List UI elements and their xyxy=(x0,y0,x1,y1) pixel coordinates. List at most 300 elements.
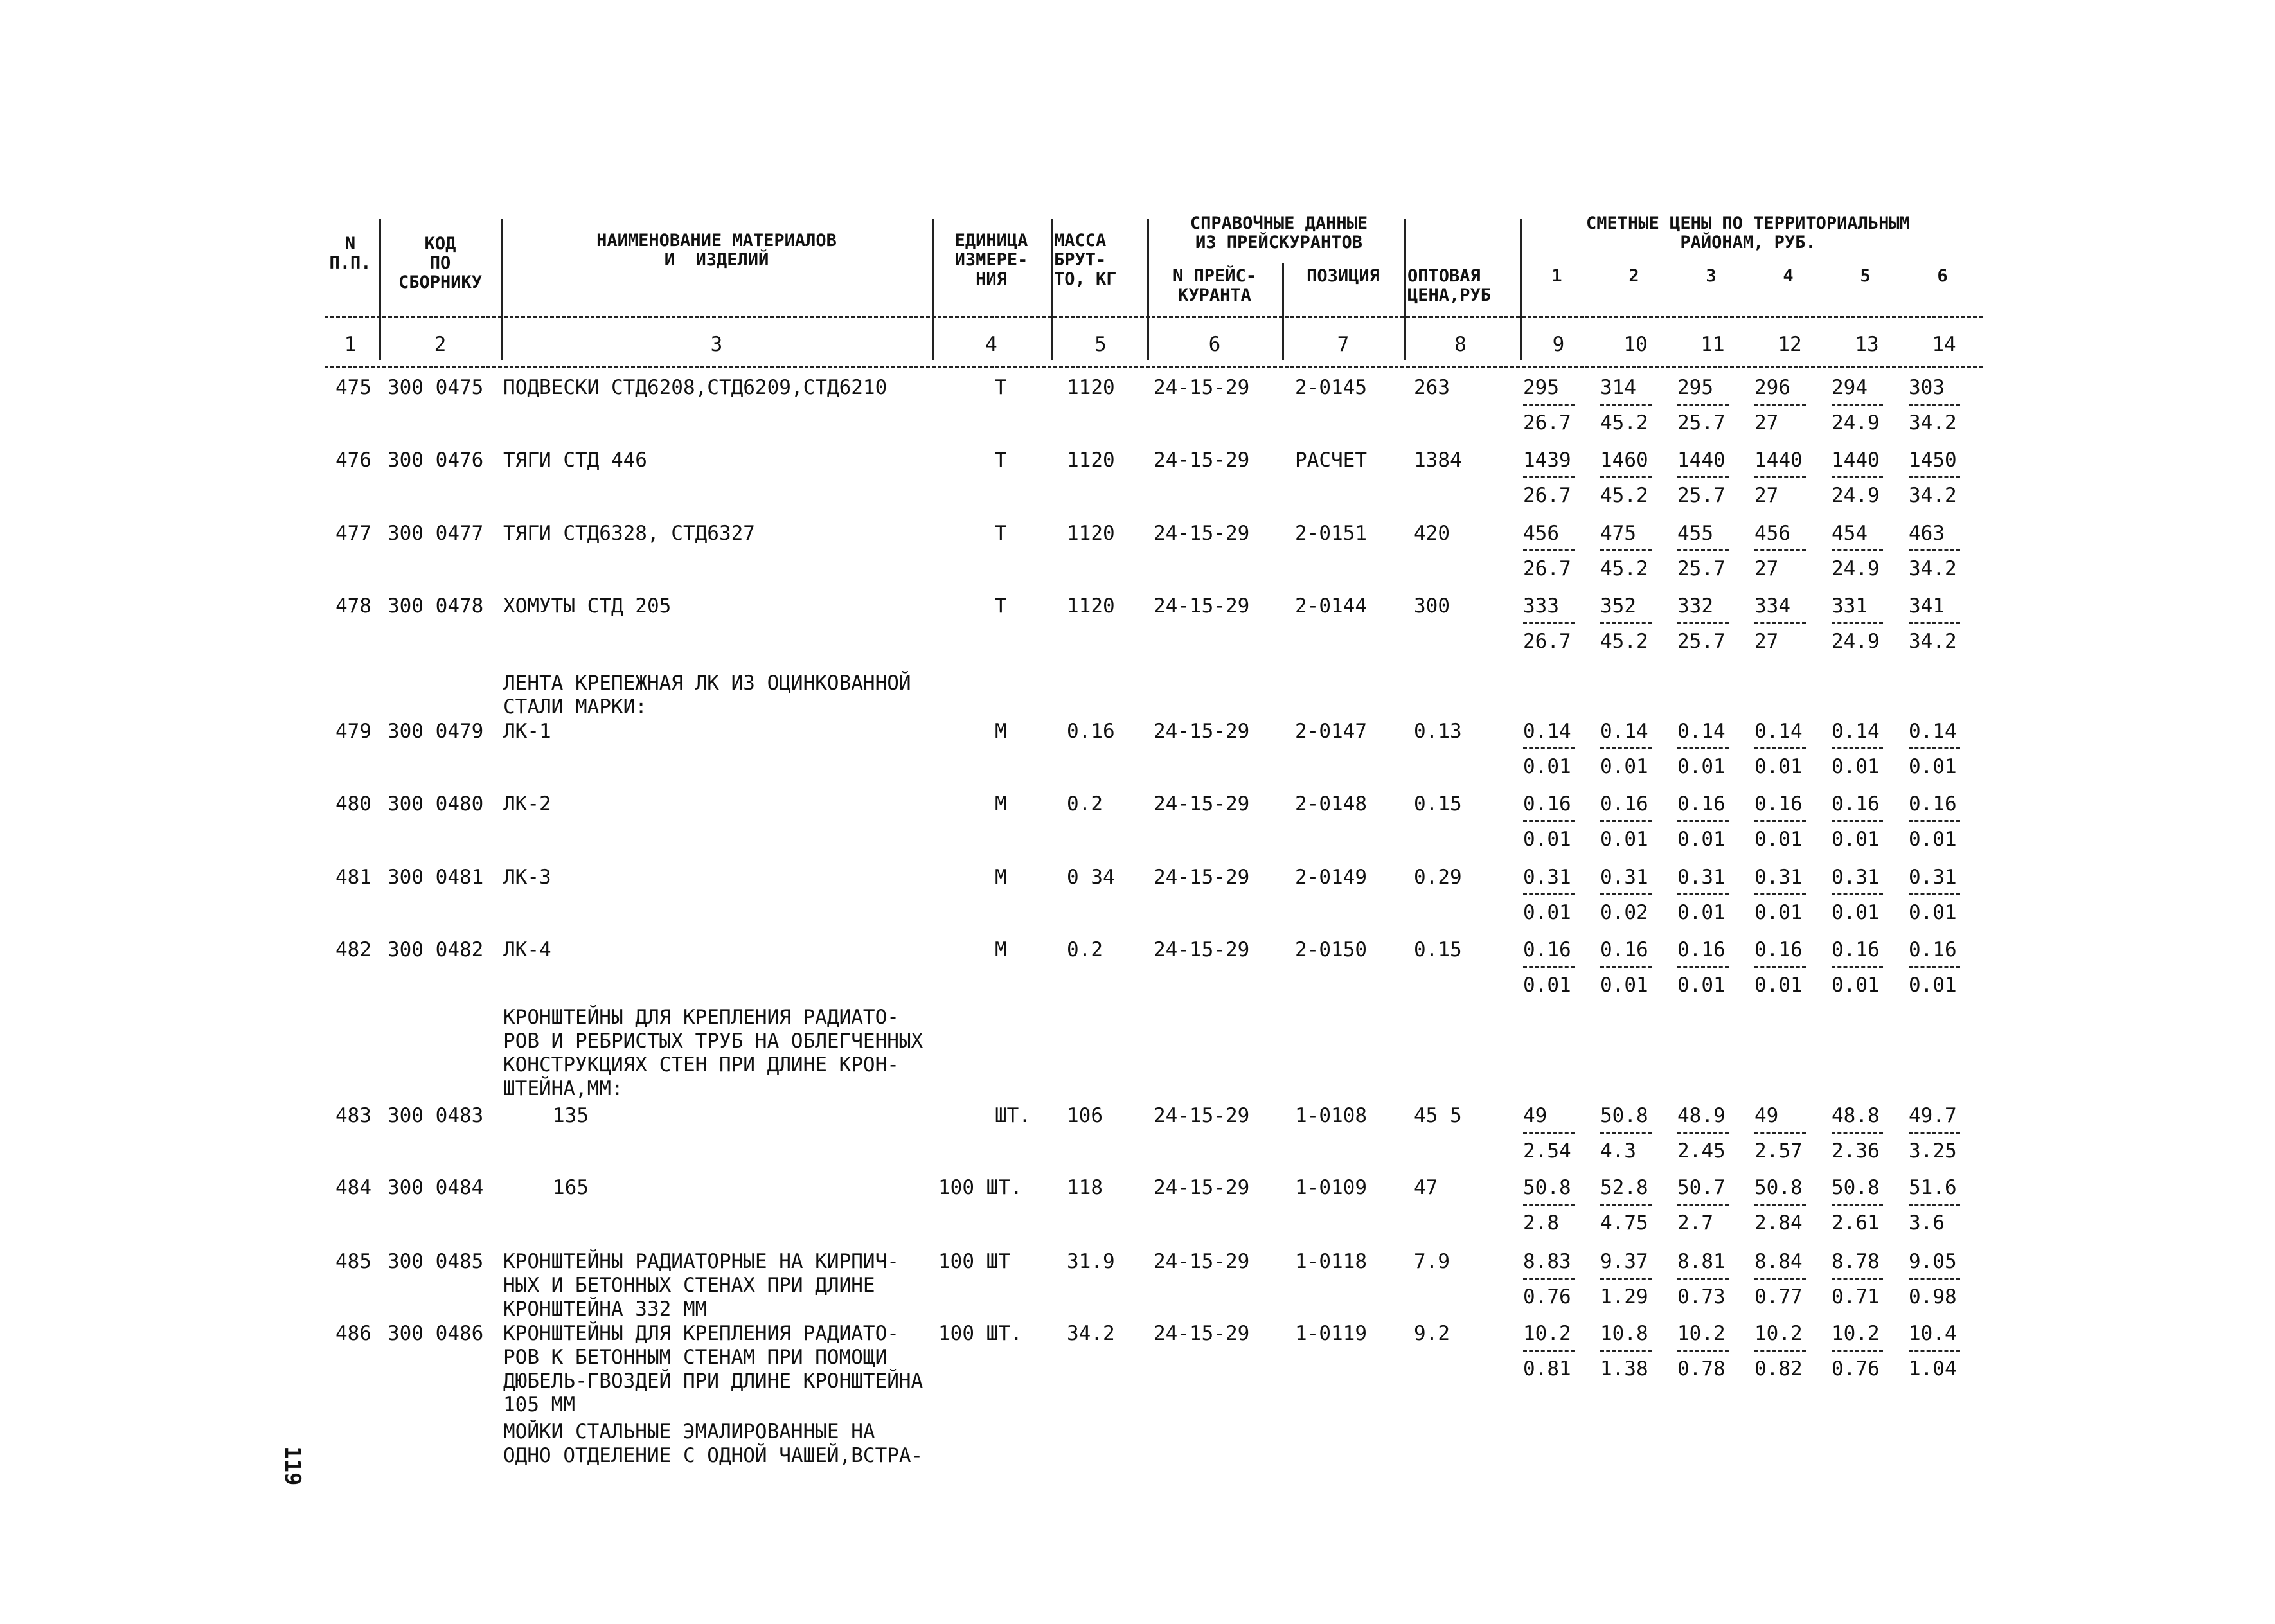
row-number: 484 xyxy=(335,1176,371,1199)
row-mass: 118 xyxy=(1067,1176,1103,1199)
row-price-region-2: 0.16 xyxy=(1600,938,1648,961)
row-mass: 0.16 xyxy=(1067,720,1115,743)
row-transport-region-6: 34.2 xyxy=(1909,484,1957,507)
fraction-bar xyxy=(1909,549,1960,551)
header-mass: МАССА БРУТ- ТО, КГ xyxy=(1054,231,1117,289)
row-wholesale: 47 xyxy=(1414,1176,1438,1199)
row-transport-region-2: 0.01 xyxy=(1600,755,1648,778)
row-code: 300 0476 xyxy=(388,449,484,472)
row-price-region-6: 51.6 xyxy=(1909,1176,1957,1199)
row-transport-region-3: 2.7 xyxy=(1677,1211,1713,1235)
row-transport-region-1: 0.01 xyxy=(1523,755,1571,778)
row-wholesale: 300 xyxy=(1414,594,1450,618)
fraction-bar xyxy=(1600,820,1652,822)
row-position: 1-0119 xyxy=(1295,1322,1367,1345)
row-unit: 100 ШТ. xyxy=(938,1176,1022,1199)
row-price-region-4: 1440 xyxy=(1754,449,1803,472)
fraction-bar xyxy=(1832,1350,1883,1352)
row-price-region-6: 303 xyxy=(1909,376,1945,399)
row-number: 480 xyxy=(335,792,371,816)
row-transport-region-3: 0.01 xyxy=(1677,755,1726,778)
row-price-region-1: 0.14 xyxy=(1523,720,1571,743)
fraction-bar xyxy=(1523,966,1575,968)
row-price-region-3: 295 xyxy=(1677,376,1713,399)
row-transport-region-1: 0.76 xyxy=(1523,1285,1571,1308)
row-price-region-5: 0.31 xyxy=(1832,866,1880,889)
row-wholesale: 0.15 xyxy=(1414,792,1462,816)
row-mass: 106 xyxy=(1067,1104,1103,1127)
row-name: 135 xyxy=(553,1104,589,1127)
row-price-region-3: 50.7 xyxy=(1677,1176,1726,1199)
row-price-region-3: 48.9 xyxy=(1677,1104,1726,1127)
row-unit: М xyxy=(995,938,1007,961)
row-transport-region-3: 2.45 xyxy=(1677,1139,1726,1163)
row-name: ЛК-3 xyxy=(503,866,551,889)
row-position: РАСЧЕТ xyxy=(1295,449,1367,472)
row-code: 300 0475 xyxy=(388,376,484,399)
row-number: 485 xyxy=(335,1250,371,1273)
row-price-region-1: 0.16 xyxy=(1523,792,1571,816)
header-region-5: 5 xyxy=(1860,266,1871,286)
row-transport-region-1: 2.54 xyxy=(1523,1139,1571,1163)
row-transport-region-1: 26.7 xyxy=(1523,630,1571,653)
column-number: 10 xyxy=(1623,333,1648,356)
row-unit: Т xyxy=(995,594,1007,618)
row-mass: 1120 xyxy=(1067,522,1115,545)
row-pricelist: 24-15-29 xyxy=(1154,1250,1250,1273)
header-region-2: 2 xyxy=(1628,266,1639,286)
row-wholesale: 9.2 xyxy=(1414,1322,1450,1345)
row-transport-region-2: 45.2 xyxy=(1600,411,1648,434)
row-price-region-4: 334 xyxy=(1754,594,1790,618)
row-code: 300 0486 xyxy=(388,1322,484,1345)
row-price-region-2: 475 xyxy=(1600,522,1636,545)
row-unit: Т xyxy=(995,376,1007,399)
row-price-region-3: 455 xyxy=(1677,522,1713,545)
row-transport-region-5: 24.9 xyxy=(1832,630,1880,653)
row-price-region-6: 10.4 xyxy=(1909,1322,1957,1345)
row-unit: М xyxy=(995,792,1007,816)
fraction-bar xyxy=(1754,404,1806,406)
row-transport-region-4: 27 xyxy=(1754,630,1779,653)
row-mass: 34.2 xyxy=(1067,1322,1115,1345)
row-transport-region-3: 0.01 xyxy=(1677,974,1726,997)
row-price-region-5: 294 xyxy=(1832,376,1868,399)
row-price-region-1: 333 xyxy=(1523,594,1559,618)
fraction-bar xyxy=(1523,1278,1575,1280)
row-price-region-5: 454 xyxy=(1832,522,1868,545)
fraction-bar xyxy=(1677,820,1729,822)
row-position: 2-0147 xyxy=(1295,720,1367,743)
row-transport-region-5: 0.01 xyxy=(1832,755,1880,778)
row-transport-region-1: 26.7 xyxy=(1523,557,1571,580)
row-code: 300 0480 xyxy=(388,792,484,816)
fraction-bar xyxy=(1677,966,1729,968)
row-price-region-6: 0.16 xyxy=(1909,792,1957,816)
row-transport-region-6: 0.01 xyxy=(1909,901,1957,924)
row-transport-region-5: 0.01 xyxy=(1832,901,1880,924)
row-price-region-4: 8.84 xyxy=(1754,1250,1803,1273)
fraction-bar xyxy=(1754,893,1806,895)
row-transport-region-4: 27 xyxy=(1754,484,1779,507)
row-transport-region-3: 0.78 xyxy=(1677,1357,1726,1380)
fraction-bar xyxy=(1677,893,1729,895)
row-mass: 0.2 xyxy=(1067,792,1103,816)
row-transport-region-3: 0.01 xyxy=(1677,828,1726,851)
row-transport-region-4: 2.57 xyxy=(1754,1139,1803,1163)
fraction-bar xyxy=(1909,476,1960,478)
row-pricelist: 24-15-29 xyxy=(1154,938,1250,961)
row-transport-region-3: 0.73 xyxy=(1677,1285,1726,1308)
row-price-region-2: 9.37 xyxy=(1600,1250,1648,1273)
row-price-region-1: 0.16 xyxy=(1523,938,1571,961)
fraction-bar xyxy=(1600,1132,1652,1134)
fraction-bar xyxy=(1754,966,1806,968)
column-number: 9 xyxy=(1552,333,1565,356)
row-transport-region-3: 0.01 xyxy=(1677,901,1726,924)
row-pricelist: 24-15-29 xyxy=(1154,594,1250,618)
fraction-bar xyxy=(1523,820,1575,822)
row-transport-region-2: 1.38 xyxy=(1600,1357,1648,1380)
row-price-region-2: 0.31 xyxy=(1600,866,1648,889)
row-transport-region-1: 0.01 xyxy=(1523,901,1571,924)
fraction-bar xyxy=(1600,1350,1652,1352)
row-price-region-3: 10.2 xyxy=(1677,1322,1726,1345)
fraction-bar xyxy=(1832,1278,1883,1280)
fraction-bar xyxy=(1600,549,1652,551)
fraction-bar xyxy=(1754,747,1806,749)
row-price-region-5: 0.14 xyxy=(1832,720,1880,743)
fraction-bar xyxy=(1677,404,1729,406)
row-transport-region-3: 25.7 xyxy=(1677,411,1726,434)
fraction-bar xyxy=(1909,820,1960,822)
row-transport-region-1: 2.8 xyxy=(1523,1211,1559,1235)
row-transport-region-6: 0.01 xyxy=(1909,828,1957,851)
row-number: 479 xyxy=(335,720,371,743)
row-price-region-6: 1450 xyxy=(1909,449,1957,472)
row-transport-region-6: 3.25 xyxy=(1909,1139,1957,1163)
row-name: ХОМУТЫ СТД 205 xyxy=(503,594,672,618)
row-mass: 1120 xyxy=(1067,594,1115,618)
fraction-bar xyxy=(1600,622,1652,624)
row-position: 1-0109 xyxy=(1295,1176,1367,1199)
row-unit: Т xyxy=(995,449,1007,472)
row-wholesale: 0.13 xyxy=(1414,720,1462,743)
header-region-6: 6 xyxy=(1937,266,1948,286)
row-price-region-5: 48.8 xyxy=(1832,1104,1880,1127)
group-label-lenta: ЛЕНТА КРЕПЕЖНАЯ ЛК ИЗ ОЦИНКОВАННОЙ СТАЛИ МАРКИ: xyxy=(503,672,911,718)
fraction-bar xyxy=(1600,747,1652,749)
row-price-region-2: 50.8 xyxy=(1600,1104,1648,1127)
fraction-bar xyxy=(1677,1204,1729,1206)
row-position: 2-0144 xyxy=(1295,594,1367,618)
row-transport-region-5: 24.9 xyxy=(1832,411,1880,434)
row-price-region-2: 314 xyxy=(1600,376,1636,399)
row-unit: Т xyxy=(995,522,1007,545)
row-price-region-2: 0.14 xyxy=(1600,720,1648,743)
row-position: 2-0145 xyxy=(1295,376,1367,399)
column-number: 14 xyxy=(1932,333,1956,356)
fraction-bar xyxy=(1677,1132,1729,1134)
row-pricelist: 24-15-29 xyxy=(1154,1176,1250,1199)
row-transport-region-3: 25.7 xyxy=(1677,557,1726,580)
row-price-region-1: 50.8 xyxy=(1523,1176,1571,1199)
fraction-bar xyxy=(1909,893,1960,895)
row-pricelist: 24-15-29 xyxy=(1154,449,1250,472)
row-pricelist: 24-15-29 xyxy=(1154,866,1250,889)
group-label-kronshteiny: КРОНШТЕЙНЫ ДЛЯ КРЕПЛЕНИЯ РАДИАТО- РОВ И РЕБРИСТЫХ ТРУБ НА ОБЛЕГЧЕННЫХ КОНСТРУКЦИЯХ СТЕН ПРИ ДЛИНЕ КРОН- ШТЕЙНА,ММ: xyxy=(503,1006,923,1100)
header-wholesale: ОПТОВАЯ ЦЕНА,РУБ xyxy=(1407,266,1492,305)
row-transport-region-5: 0.71 xyxy=(1832,1285,1880,1308)
row-transport-region-6: 34.2 xyxy=(1909,557,1957,580)
fraction-bar xyxy=(1909,622,1960,624)
row-wholesale: 1384 xyxy=(1414,449,1462,472)
row-transport-region-2: 4.3 xyxy=(1600,1139,1636,1163)
fraction-bar xyxy=(1600,1204,1652,1206)
row-pricelist: 24-15-29 xyxy=(1154,376,1250,399)
row-transport-region-5: 2.61 xyxy=(1832,1211,1880,1235)
header-region-3: 3 xyxy=(1706,266,1717,286)
row-name: КРОНШТЕЙНЫ РАДИАТОРНЫЕ НА КИРПИЧ- НЫХ И БЕТОННЫХ СТЕНАХ ПРИ ДЛИНЕ КРОНШТЕЙНА 332 ММ xyxy=(503,1250,899,1321)
row-unit: ШТ. xyxy=(995,1104,1031,1127)
row-transport-region-4: 2.84 xyxy=(1754,1211,1803,1235)
fraction-bar xyxy=(1754,476,1806,478)
fraction-bar xyxy=(1677,1278,1729,1280)
row-wholesale: 45 5 xyxy=(1414,1104,1462,1127)
row-transport-region-4: 0.77 xyxy=(1754,1285,1803,1308)
row-transport-region-6: 34.2 xyxy=(1909,411,1957,434)
fraction-bar xyxy=(1909,1350,1960,1352)
row-price-region-3: 0.16 xyxy=(1677,938,1726,961)
row-price-region-5: 0.16 xyxy=(1832,792,1880,816)
row-transport-region-5: 24.9 xyxy=(1832,484,1880,507)
row-price-region-1: 10.2 xyxy=(1523,1322,1571,1345)
row-number: 481 xyxy=(335,866,371,889)
fraction-bar xyxy=(1754,1204,1806,1206)
fraction-bar xyxy=(1677,476,1729,478)
fraction-bar xyxy=(1909,404,1960,406)
column-number: 1 xyxy=(344,333,357,356)
row-transport-region-2: 45.2 xyxy=(1600,557,1648,580)
row-code: 300 0485 xyxy=(388,1250,484,1273)
fraction-bar xyxy=(1909,1278,1960,1280)
row-price-region-6: 9.05 xyxy=(1909,1250,1957,1273)
row-price-region-1: 49 xyxy=(1523,1104,1548,1127)
row-price-region-3: 0.14 xyxy=(1677,720,1726,743)
header-est-group: СМЕТНЫЕ ЦЕНЫ ПО ТЕРРИТОРИАЛЬНЫМ РАЙОНАМ, РУБ. xyxy=(1586,213,1910,253)
row-transport-region-1: 0.01 xyxy=(1523,974,1571,997)
fraction-bar xyxy=(1600,404,1652,406)
fraction-bar xyxy=(1677,622,1729,624)
row-mass: 1120 xyxy=(1067,376,1115,399)
row-transport-region-2: 0.02 xyxy=(1600,901,1648,924)
fraction-bar xyxy=(1523,404,1575,406)
row-price-region-1: 456 xyxy=(1523,522,1559,545)
row-transport-region-2: 4.75 xyxy=(1600,1211,1648,1235)
row-price-region-3: 0.31 xyxy=(1677,866,1726,889)
fraction-bar xyxy=(1523,747,1575,749)
row-pricelist: 24-15-29 xyxy=(1154,792,1250,816)
row-price-region-3: 0.16 xyxy=(1677,792,1726,816)
row-unit: 100 ШТ xyxy=(938,1250,1010,1273)
row-transport-region-4: 0.01 xyxy=(1754,755,1803,778)
fraction-bar xyxy=(1754,549,1806,551)
row-price-region-4: 0.31 xyxy=(1754,866,1803,889)
row-price-region-2: 1460 xyxy=(1600,449,1648,472)
fraction-bar xyxy=(1677,549,1729,551)
header-position: ПОЗИЦИЯ xyxy=(1307,266,1380,286)
fraction-bar xyxy=(1523,1204,1575,1206)
row-unit: 100 ШТ. xyxy=(938,1322,1022,1345)
row-price-region-4: 0.16 xyxy=(1754,792,1803,816)
row-name: ЛК-4 xyxy=(503,938,551,961)
page-number: 119 xyxy=(280,1446,305,1486)
row-transport-region-6: 0.98 xyxy=(1909,1285,1957,1308)
row-price-region-4: 50.8 xyxy=(1754,1176,1803,1199)
fraction-bar xyxy=(1523,1350,1575,1352)
column-number: 11 xyxy=(1700,333,1725,356)
row-price-region-4: 49 xyxy=(1754,1104,1779,1127)
row-price-region-5: 8.78 xyxy=(1832,1250,1880,1273)
column-number: 12 xyxy=(1778,333,1802,356)
fraction-bar xyxy=(1754,820,1806,822)
fraction-bar xyxy=(1832,1204,1883,1206)
row-name: 165 xyxy=(553,1176,589,1199)
row-position: 2-0150 xyxy=(1295,938,1367,961)
fraction-bar xyxy=(1523,549,1575,551)
row-price-region-4: 0.16 xyxy=(1754,938,1803,961)
row-position: 2-0149 xyxy=(1295,866,1367,889)
row-mass: 0 34 xyxy=(1067,866,1115,889)
row-price-region-1: 1439 xyxy=(1523,449,1571,472)
row-transport-region-6: 3.6 xyxy=(1909,1211,1945,1235)
row-name: ПОДВЕСКИ СТД6208,СТД6209,СТД6210 xyxy=(503,376,888,399)
row-price-region-2: 52.8 xyxy=(1600,1176,1648,1199)
column-number: 3 xyxy=(710,333,723,356)
row-transport-region-4: 0.01 xyxy=(1754,901,1803,924)
header-region-4: 4 xyxy=(1783,266,1794,286)
header-name: НАИМЕНОВАНИЕ МАТЕРИАЛОВ И ИЗДЕЛИЙ xyxy=(596,231,837,270)
row-price-region-2: 0.16 xyxy=(1600,792,1648,816)
fraction-bar xyxy=(1832,820,1883,822)
fraction-bar xyxy=(1754,1350,1806,1352)
row-transport-region-4: 0.82 xyxy=(1754,1357,1803,1380)
column-number: 8 xyxy=(1454,333,1467,356)
row-name: ЛК-1 xyxy=(503,720,551,743)
row-transport-region-2: 0.01 xyxy=(1600,974,1648,997)
row-price-region-4: 456 xyxy=(1754,522,1790,545)
fraction-bar xyxy=(1600,966,1652,968)
row-price-region-2: 10.8 xyxy=(1600,1322,1648,1345)
row-pricelist: 24-15-29 xyxy=(1154,522,1250,545)
row-transport-region-3: 25.7 xyxy=(1677,484,1726,507)
row-transport-region-2: 1.29 xyxy=(1600,1285,1648,1308)
row-pricelist: 24-15-29 xyxy=(1154,1104,1250,1127)
row-price-region-6: 0.14 xyxy=(1909,720,1957,743)
header-pricelist: N ПРЕЙС- КУРАНТА xyxy=(1172,266,1257,305)
row-price-region-3: 8.81 xyxy=(1677,1250,1726,1273)
fraction-bar xyxy=(1677,1350,1729,1352)
row-price-region-6: 49.7 xyxy=(1909,1104,1957,1127)
row-name: ТЯГИ СТД6328, СТД6327 xyxy=(503,522,755,545)
row-code: 300 0477 xyxy=(388,522,484,545)
row-transport-region-5: 0.01 xyxy=(1832,974,1880,997)
row-price-region-4: 0.14 xyxy=(1754,720,1803,743)
row-code: 300 0479 xyxy=(388,720,484,743)
row-transport-region-1: 26.7 xyxy=(1523,484,1571,507)
row-price-region-1: 0.31 xyxy=(1523,866,1571,889)
row-wholesale: 420 xyxy=(1414,522,1450,545)
row-number: 476 xyxy=(335,449,371,472)
row-position: 2-0151 xyxy=(1295,522,1367,545)
fraction-bar xyxy=(1832,966,1883,968)
row-price-region-4: 296 xyxy=(1754,376,1790,399)
header-ref-group: СПРАВОЧНЫЕ ДАННЫЕ ИЗ ПРЕЙСКУРАНТОВ xyxy=(1190,213,1368,253)
row-transport-region-6: 34.2 xyxy=(1909,630,1957,653)
row-transport-region-4: 27 xyxy=(1754,557,1779,580)
row-mass: 0.2 xyxy=(1067,938,1103,961)
fraction-bar xyxy=(1909,1204,1960,1206)
row-number: 483 xyxy=(335,1104,371,1127)
row-wholesale: 263 xyxy=(1414,376,1450,399)
fraction-bar xyxy=(1754,1132,1806,1134)
row-code: 300 0481 xyxy=(388,866,484,889)
row-mass: 1120 xyxy=(1067,449,1115,472)
fraction-bar xyxy=(1523,893,1575,895)
fraction-bar xyxy=(1832,747,1883,749)
row-price-region-3: 1440 xyxy=(1677,449,1726,472)
header-npp: N П.П. xyxy=(329,234,371,273)
row-transport-region-1: 26.7 xyxy=(1523,411,1571,434)
column-number: 6 xyxy=(1208,333,1221,356)
row-wholesale: 7.9 xyxy=(1414,1250,1450,1273)
row-price-region-2: 352 xyxy=(1600,594,1636,618)
column-number: 7 xyxy=(1337,333,1350,356)
row-unit: М xyxy=(995,866,1007,889)
row-transport-region-6: 0.01 xyxy=(1909,974,1957,997)
row-price-region-3: 332 xyxy=(1677,594,1713,618)
row-number: 486 xyxy=(335,1322,371,1345)
row-mass: 31.9 xyxy=(1067,1250,1115,1273)
column-number: 4 xyxy=(985,333,997,356)
fraction-bar xyxy=(1832,1132,1883,1134)
row-transport-region-4: 0.01 xyxy=(1754,828,1803,851)
fraction-bar xyxy=(1832,893,1883,895)
fraction-bar xyxy=(1600,476,1652,478)
fraction-bar xyxy=(1909,747,1960,749)
row-price-region-5: 1440 xyxy=(1832,449,1880,472)
row-transport-region-4: 27 xyxy=(1754,411,1779,434)
row-transport-region-5: 24.9 xyxy=(1832,557,1880,580)
fraction-bar xyxy=(1600,893,1652,895)
row-transport-region-2: 45.2 xyxy=(1600,484,1648,507)
row-price-region-6: 463 xyxy=(1909,522,1945,545)
row-transport-region-6: 0.01 xyxy=(1909,755,1957,778)
header-region-1: 1 xyxy=(1551,266,1562,286)
fraction-bar xyxy=(1523,622,1575,624)
group-label-moyki: МОЙКИ СТАЛЬНЫЕ ЭМАЛИРОВАННЫЕ НА ОДНО ОТДЕЛЕНИЕ С ОДНОЙ ЧАШЕЙ,ВСТРА- xyxy=(503,1420,923,1467)
row-price-region-5: 0.16 xyxy=(1832,938,1880,961)
fraction-bar xyxy=(1523,476,1575,478)
fraction-bar xyxy=(1754,622,1806,624)
fraction-bar xyxy=(1754,1278,1806,1280)
row-wholesale: 0.29 xyxy=(1414,866,1462,889)
row-position: 2-0148 xyxy=(1295,792,1367,816)
row-code: 300 0482 xyxy=(388,938,484,961)
row-position: 1-0108 xyxy=(1295,1104,1367,1127)
row-unit: М xyxy=(995,720,1007,743)
row-price-region-4: 10.2 xyxy=(1754,1322,1803,1345)
